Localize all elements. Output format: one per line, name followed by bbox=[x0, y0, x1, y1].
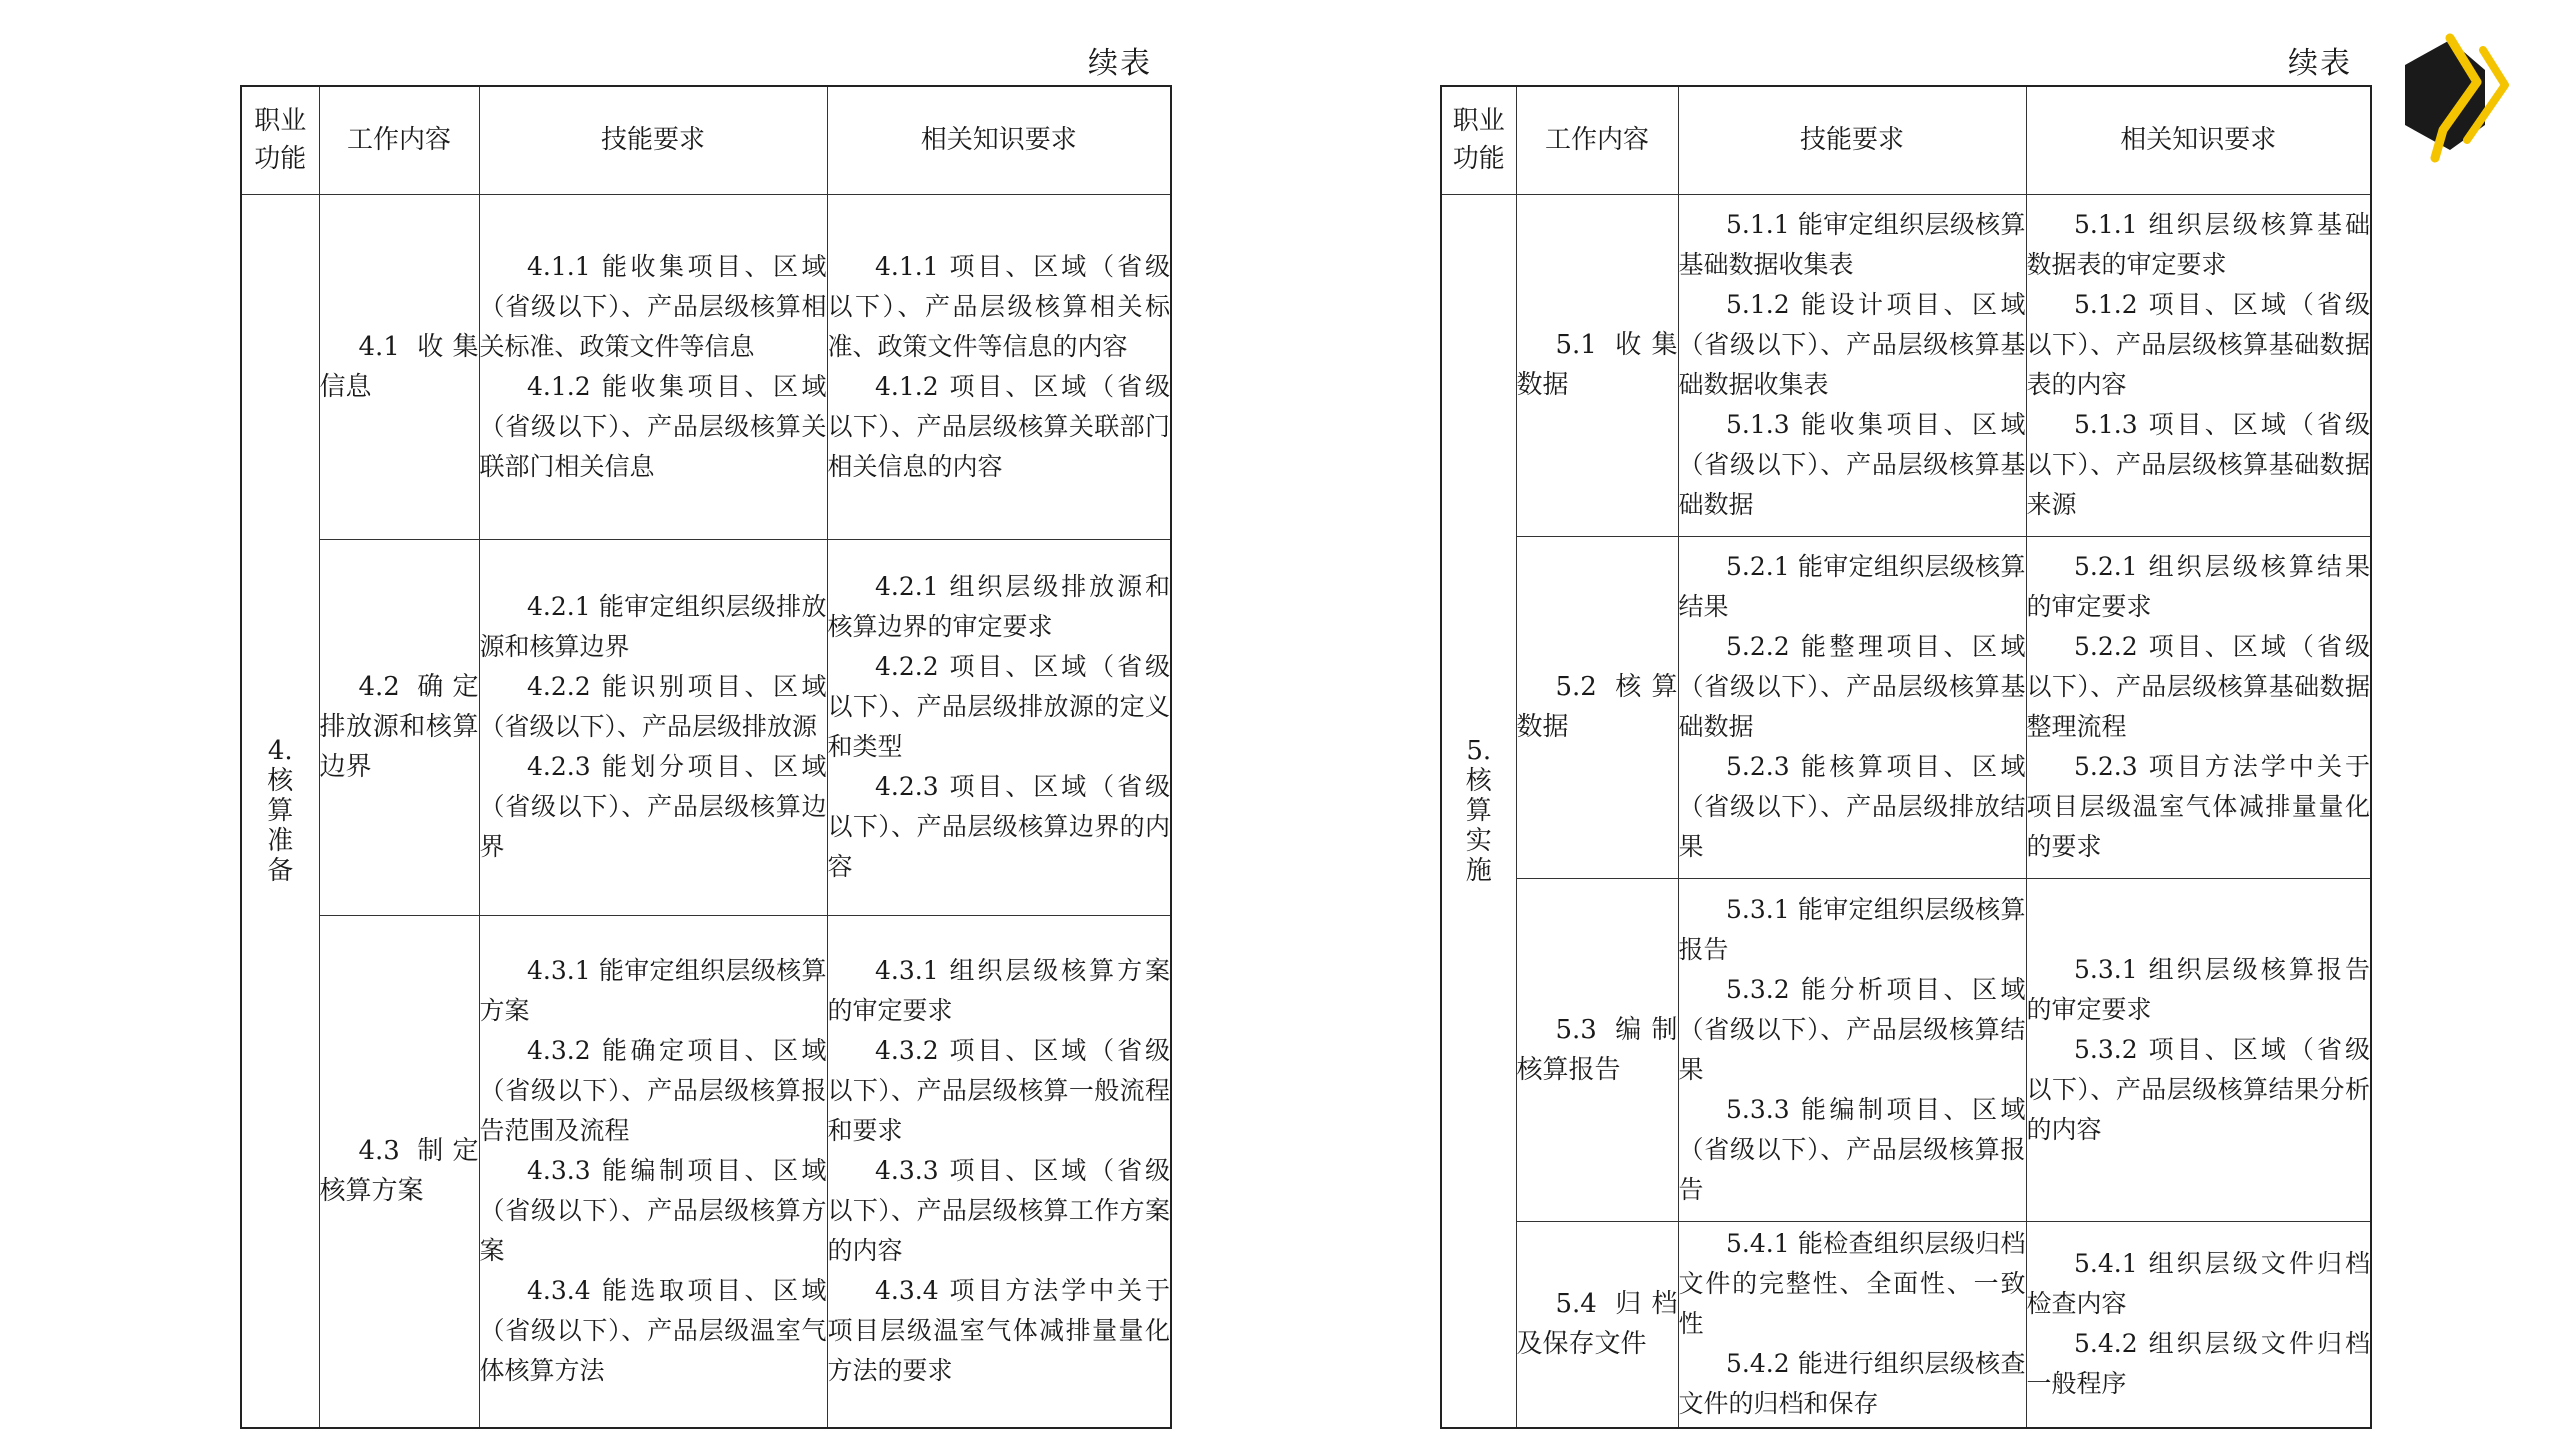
work-label: 4.3 制定核算方案 bbox=[319, 1136, 479, 1207]
table-row bbox=[241, 539, 1171, 915]
skills-cell bbox=[479, 539, 827, 915]
continued-label: 续表 bbox=[2288, 46, 2352, 81]
knowledge-cell bbox=[827, 915, 1171, 1428]
table-row bbox=[1441, 536, 2371, 878]
table-row bbox=[1441, 1221, 2371, 1428]
work-cell bbox=[319, 915, 479, 1428]
left-page bbox=[240, 28, 1170, 1428]
knowledge-cell bbox=[827, 539, 1171, 915]
knowledge-item: 4.3.3 项目、区域（省级以下）、产品层级核算工作方案的内容 bbox=[827, 1156, 1170, 1266]
knowledge-item: 5.2.1 组织层级核算结果的审定要求 bbox=[2026, 552, 2370, 621]
knowledge-item: 5.4.2 组织层级文件归档一般程序 bbox=[2026, 1329, 2370, 1399]
header-skills: 技能要求 bbox=[1678, 86, 2026, 194]
knowledge-item: 5.2.2 项目、区域（省级以下）、产品层级核算基础数据整理流程 bbox=[2026, 632, 2370, 741]
skills-cell bbox=[1678, 194, 2026, 536]
knowledge-item: 5.2.3 项目方法学中关于项目层级温室气体减排量量化的要求 bbox=[2026, 752, 2370, 861]
function-cell bbox=[241, 194, 319, 1428]
knowledge-cell bbox=[827, 194, 1171, 539]
work-label: 5.1 收集数据 bbox=[1516, 330, 1678, 400]
skill-item: 4.1.2 能收集项目、区域（省级以下）、产品层级核算关联部门相关信息 bbox=[479, 371, 827, 481]
knowledge-item: 5.3.2 项目、区域（省级以下）、产品层级核算结果分析的内容 bbox=[2026, 1034, 2370, 1144]
knowledge-item: 4.1.1 项目、区域（省级以下）、产品层级核算相关标准、政策文件等信息的内容 bbox=[827, 251, 1170, 361]
table-header-row bbox=[1441, 86, 2371, 194]
work-cell bbox=[1516, 194, 1678, 536]
header-knowledge: 相关知识要求 bbox=[2026, 86, 2371, 194]
skill-item: 5.3.2 能分析项目、区域（省级以下）、产品层级核算结果 bbox=[1678, 974, 2026, 1084]
skills-table-right bbox=[1440, 85, 2372, 1429]
skill-item: 5.1.2 能设计项目、区域（省级以下）、产品层级核算基础数据收集表 bbox=[1678, 290, 2026, 399]
skills-cell bbox=[479, 915, 827, 1428]
knowledge-item: 4.3.2 项目、区域（省级以下）、产品层级核算一般流程和要求 bbox=[827, 1036, 1170, 1146]
skill-item: 4.1.1 能收集项目、区域（省级以下）、产品层级核算相关标准、政策文件等信息 bbox=[479, 251, 827, 361]
work-cell bbox=[319, 194, 479, 539]
skill-item: 5.2.3 能核算项目、区域（省级以下）、产品层级排放结果 bbox=[1678, 752, 2026, 861]
right-page bbox=[1440, 28, 2370, 1428]
work-label: 4.2 确定排放源和核算边界 bbox=[319, 672, 479, 782]
knowledge-item: 5.4.1 组织层级文件归档检查内容 bbox=[2026, 1249, 2370, 1319]
skill-item: 4.2.2 能识别项目、区域（省级以下）、产品层级排放源 bbox=[479, 672, 827, 741]
knowledge-item: 4.2.1 组织层级排放源和核算边界的审定要求 bbox=[827, 572, 1170, 641]
table-row bbox=[241, 194, 1171, 539]
knowledge-item: 5.1.2 项目、区域（省级以下）、产品层级核算基础数据表的内容 bbox=[2026, 290, 2370, 399]
knowledge-item: 5.1.3 项目、区域（省级以下）、产品层级核算基础数据来源 bbox=[2026, 410, 2370, 519]
function-label: 5.核算实施 bbox=[1465, 735, 1492, 886]
skill-item: 4.3.3 能编制项目、区域（省级以下）、产品层级核算方案 bbox=[479, 1156, 827, 1266]
skills-cell bbox=[1678, 1221, 2026, 1428]
knowledge-cell bbox=[2026, 878, 2371, 1221]
function-label: 4.核算准备 bbox=[267, 735, 294, 886]
work-label: 4.1 收集信息 bbox=[319, 331, 479, 402]
header-function: 职业功能 bbox=[1441, 86, 1516, 194]
work-cell bbox=[1516, 1221, 1678, 1428]
work-cell bbox=[319, 539, 479, 915]
header-skills: 技能要求 bbox=[479, 86, 827, 194]
knowledge-cell bbox=[2026, 194, 2371, 536]
skill-item: 4.3.2 能确定项目、区域（省级以下）、产品层级核算报告范围及流程 bbox=[479, 1036, 827, 1146]
skill-item: 5.1.3 能收集项目、区域（省级以下）、产品层级核算基础数据 bbox=[1678, 410, 2026, 519]
skill-item: 5.4.1 能检查组织层级归档文件的完整性、全面性、一致性 bbox=[1678, 1229, 2026, 1339]
continued-label: 续表 bbox=[1088, 46, 1152, 81]
skills-table-left bbox=[240, 85, 1172, 1429]
stacked-chevrons-logo-icon bbox=[2405, 30, 2515, 170]
work-cell bbox=[1516, 878, 1678, 1221]
skill-item: 5.1.1 能审定组织层级核算基础数据收集表 bbox=[1678, 210, 2026, 279]
knowledge-cell bbox=[2026, 536, 2371, 878]
skill-item: 4.3.1 能审定组织层级核算方案 bbox=[479, 956, 827, 1026]
knowledge-item: 4.3.4 项目方法学中关于项目层级温室气体减排量量化方法的要求 bbox=[827, 1276, 1170, 1386]
work-label: 5.3 编制核算报告 bbox=[1516, 1014, 1678, 1085]
knowledge-item: 5.3.1 组织层级核算报告的审定要求 bbox=[2026, 954, 2370, 1024]
function-cell bbox=[1441, 194, 1516, 1428]
skill-item: 4.3.4 能选取项目、区域（省级以下）、产品层级温室气体核算方法 bbox=[479, 1276, 827, 1386]
skills-cell bbox=[479, 194, 827, 539]
table-header-row bbox=[241, 86, 1171, 194]
header-work: 工作内容 bbox=[319, 86, 479, 194]
knowledge-item: 5.1.1 组织层级核算基础数据表的审定要求 bbox=[2026, 210, 2370, 279]
table-row bbox=[1441, 194, 2371, 536]
skill-item: 4.2.1 能审定组织层级排放源和核算边界 bbox=[479, 592, 827, 661]
skills-cell bbox=[1678, 878, 2026, 1221]
skill-item: 4.2.3 能划分项目、区域（省级以下）、产品层级核算边界 bbox=[479, 752, 827, 861]
work-label: 5.4 归档及保存文件 bbox=[1516, 1289, 1678, 1360]
header-work: 工作内容 bbox=[1516, 86, 1678, 194]
knowledge-item: 4.1.2 项目、区域（省级以下）、产品层级核算关联部门相关信息的内容 bbox=[827, 371, 1170, 481]
table-row bbox=[241, 915, 1171, 1428]
knowledge-item: 4.3.1 组织层级核算方案的审定要求 bbox=[827, 956, 1170, 1026]
header-function: 职业功能 bbox=[241, 86, 319, 194]
skill-item: 5.4.2 能进行组织层级核查文件的归档和保存 bbox=[1678, 1349, 2026, 1419]
skill-item: 5.2.2 能整理项目、区域（省级以下）、产品层级核算基础数据 bbox=[1678, 632, 2026, 741]
table-row bbox=[1441, 878, 2371, 1221]
skill-item: 5.2.1 能审定组织层级核算结果 bbox=[1678, 552, 2026, 621]
knowledge-item: 4.2.2 项目、区域（省级以下）、产品层级排放源的定义和类型 bbox=[827, 652, 1170, 761]
knowledge-item: 4.2.3 项目、区域（省级以下）、产品层级核算边界的内容 bbox=[827, 772, 1170, 881]
work-label: 5.2 核算数据 bbox=[1516, 672, 1678, 742]
work-cell bbox=[1516, 536, 1678, 878]
skill-item: 5.3.1 能审定组织层级核算报告 bbox=[1678, 894, 2026, 964]
knowledge-cell bbox=[2026, 1221, 2371, 1428]
header-knowledge: 相关知识要求 bbox=[827, 86, 1171, 194]
skills-cell bbox=[1678, 536, 2026, 878]
skill-item: 5.3.3 能编制项目、区域（省级以下）、产品层级核算报告 bbox=[1678, 1094, 2026, 1204]
